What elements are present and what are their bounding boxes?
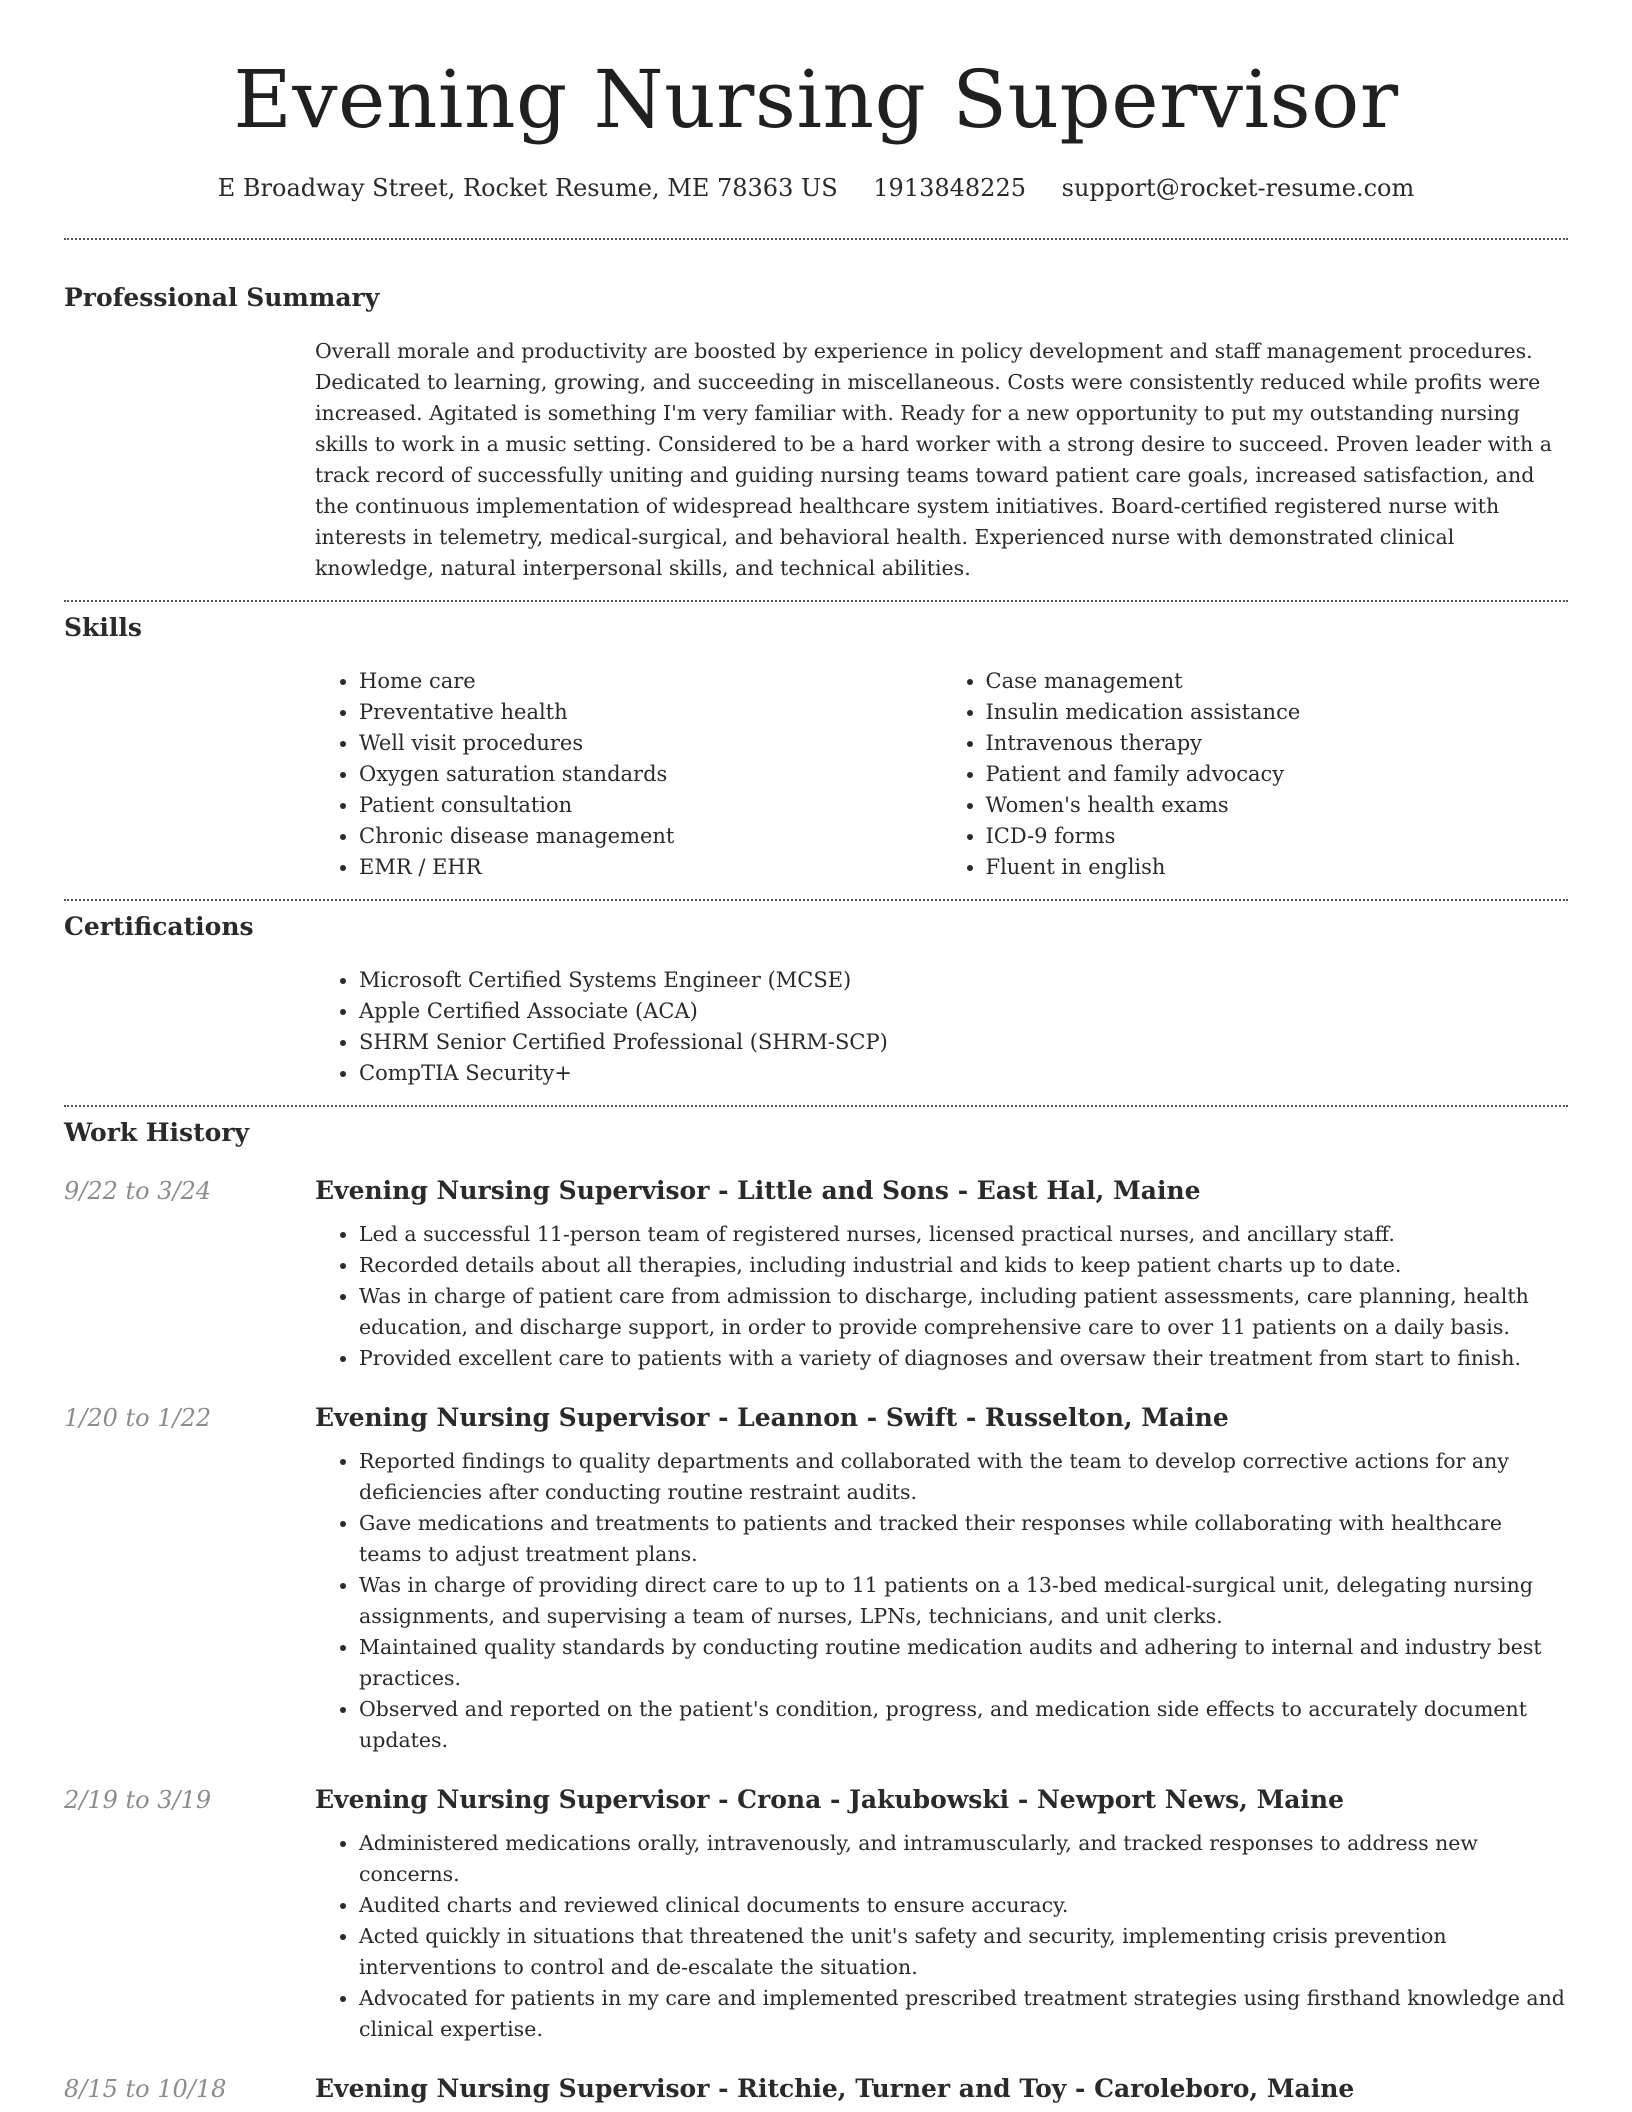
job-bullet: • Led a successful 11-person team of registered nurses, licensed practical nurses, and ancillary staff.: [359, 1219, 1568, 1250]
skill-item: • Intravenous therapy: [986, 728, 1569, 759]
certifications-heading: Certifications: [64, 912, 254, 941]
job-entry: [64, 1784, 1568, 2045]
certification-item: • Apple Certified Associate (ACA): [359, 996, 1568, 1027]
work-history-heading: Work History: [64, 1118, 250, 1147]
skills-list-right: [942, 666, 1569, 883]
job-dates: 9/22 to 3/24: [64, 1177, 212, 1205]
job-bullets: [315, 1446, 1568, 1756]
certifications-section: [64, 901, 1568, 1089]
job-title: Evening Nursing Supervisor - Ritchie, Turner and Toy - Caroleboro, Maine: [315, 2074, 1355, 2103]
job-bullet: • Audited charts and reviewed clinical documents to ensure accuracy.: [359, 1890, 1568, 1921]
summary-section: [64, 240, 1568, 584]
job-title: Evening Nursing Supervisor - Leannon - Swift - Russelton, Maine: [315, 1403, 1229, 1432]
skill-item: • Insulin medication assistance: [986, 697, 1569, 728]
skill-item: • Home care: [359, 666, 942, 697]
skills-list-left: [315, 666, 942, 883]
summary-heading: Professional Summary: [64, 283, 380, 312]
job-entry: [64, 1402, 1568, 1756]
job-bullet: • Gave medications and treatments to patients and tracked their responses while collaborating with healthcare teams to adjust treatment plans.: [359, 1508, 1568, 1570]
skill-item: • Patient consultation: [359, 790, 942, 821]
job-bullet: • Was in charge of providing direct care to up to 11 patients on a 13-bed medical-surgical unit, delegating nursing assignments, and supervising a team of nurses, LPNs, technicians, and unit clerks.: [359, 1570, 1568, 1632]
contact-phone: 1913848225: [873, 174, 1026, 202]
job-bullet: • Observed and reported on the patient's condition, progress, and medication side effects to accurately document updates.: [359, 1694, 1568, 1756]
resume-header: [64, 0, 1568, 204]
summary-text: Overall morale and productivity are boosted by experience in policy development and staff management procedures. Dedicated to learning, growing, and succeeding in miscellaneous. Costs were consistently reduced while profits were increased. Agitated is something I'm very familiar with. Ready for a new opportunity to put my outstanding nursing skills to work in a music setting. Considered to be a hard worker with a strong desire to succeed. Proven leader with a track record of successfully uniting and guiding nursing teams toward patient care goals, increased satisfaction, and the continuous implementation of widespread healthcare system initiatives. Board-certified registered nurse with interests in telemetry, medical-surgical, and behavioral health. Experienced nurse with demonstrated clinical knowledge, natural interpersonal skills, and technical abilities.: [315, 339, 1552, 580]
skill-item: • Fluent in english: [986, 852, 1569, 883]
job-dates: 2/19 to 3/19: [64, 1786, 212, 1814]
skill-item: • Oxygen saturation standards: [359, 759, 942, 790]
job-entry: [64, 1175, 1568, 1374]
job-bullet: • Administered medications orally, intravenously, and intramuscularly, and tracked responses to address new concerns.: [359, 1828, 1568, 1890]
job-bullet: • Reported findings to quality departments and collaborated with the team to develop corrective actions for any deficiencies after conducting routine restraint audits.: [359, 1446, 1568, 1508]
skill-item: • Women's health exams: [986, 790, 1569, 821]
skill-item: • Case management: [986, 666, 1569, 697]
job-bullets: [315, 1828, 1568, 2045]
candidate-name: Evening Nursing Supervisor: [233, 53, 1399, 146]
certification-item: • SHRM Senior Certified Professional (SHRM-SCP): [359, 1027, 1568, 1058]
skill-item: • Patient and family advocacy: [986, 759, 1569, 790]
job-bullet: • Recorded details about all therapies, including industrial and kids to keep patient charts up to date.: [359, 1250, 1568, 1281]
contact-address: E Broadway Street, Rocket Resume, ME 78363 US: [217, 174, 838, 202]
job-bullet: • Acted quickly in situations that threatened the unit's safety and security, implementing crisis prevention interventions to control and de-escalate the situation.: [359, 1921, 1568, 1983]
contact-email[interactable]: support@rocket-resume.com: [1061, 174, 1415, 202]
job-bullet: • Provided excellent care to patients with a variety of diagnoses and oversaw their treatment from start to finish.: [359, 1343, 1568, 1374]
skill-item: • EMR / EHR: [359, 852, 942, 883]
skill-item: • Chronic disease management: [359, 821, 942, 852]
job-bullet: • Advocated for patients in my care and implemented prescribed treatment strategies using firsthand knowledge and clinical expertise.: [359, 1983, 1568, 2045]
skill-item: • Preventative health: [359, 697, 942, 728]
job-title: Evening Nursing Supervisor - Little and Sons - East Hal, Maine: [315, 1176, 1201, 1205]
job-bullet: • Was in charge of patient care from admission to discharge, including patient assessments, care planning, health education, and discharge support, in order to provide comprehensive care to over 11 patients on a daily basis.: [359, 1281, 1568, 1343]
job-dates: 1/20 to 1/22: [64, 1404, 212, 1432]
skills-section: [64, 602, 1568, 883]
work-history-section: [64, 1107, 1568, 2105]
contact-line: [64, 172, 1568, 204]
certifications-list: [315, 965, 1568, 1089]
job-title: Evening Nursing Supervisor - Crona - Jakubowski - Newport News, Maine: [315, 1785, 1345, 1814]
certification-item: • CompTIA Security+: [359, 1058, 1568, 1089]
job-bullet: • Maintained quality standards by conducting routine medication audits and adhering to internal and industry best practices.: [359, 1632, 1568, 1694]
job-bullets: [315, 1219, 1568, 1374]
skill-item: • Well visit procedures: [359, 728, 942, 759]
job-dates: 8/15 to 10/18: [64, 2075, 227, 2103]
certification-item: • Microsoft Certified Systems Engineer (MCSE): [359, 965, 1568, 996]
skill-item: • ICD-9 forms: [986, 821, 1569, 852]
skills-heading: Skills: [64, 613, 142, 642]
resume-page: [64, 0, 1568, 2105]
job-entry: [64, 2073, 1568, 2105]
